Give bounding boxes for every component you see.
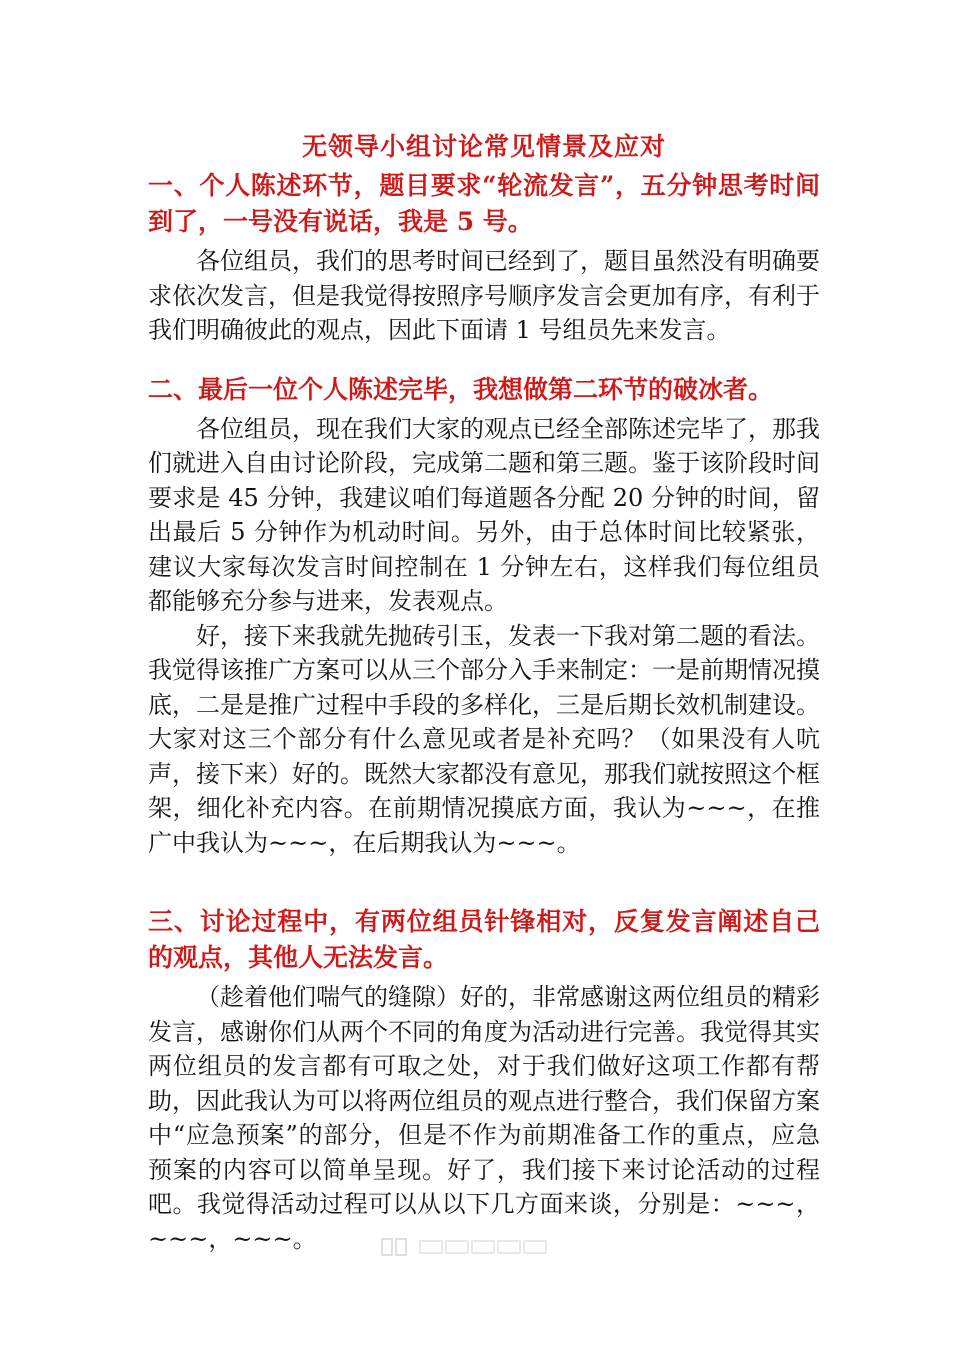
document-page (148, 128, 820, 1256)
section-1 (148, 168, 820, 348)
section-paragraph: 好，接下来我就先抛砖引玉，发表一下我对第二题的看法。我觉得该推广方案可以从三个部分入手来制定：一是前期情况摸底，二是是推广过程中手段的多样化，三是后期长效机制建设。大家对这三个部分有什么意见或者是补充吗？（如果没有人吭声，接下来）好的。既然大家都没有意见，那我们就按照这个框架，细化补充内容。在前期情况摸底方面，我认为~~~，在推广中我认为~~~，在后期我认为~~~。 (148, 621, 820, 857)
section-heading: 一、个人陈述环节，题目要求“轮流发言”，五分钟思考时间到了，一号没有说话，我是 5 号。 (148, 171, 820, 236)
spacer (148, 860, 820, 904)
watermark-icon (380, 1236, 580, 1258)
section-heading: 三、讨论过程中，有两位组员针锋相对，反复发言阐述自己的观点，其他人无法发言。 (148, 907, 820, 972)
section-2 (148, 372, 820, 861)
section-heading: 二、最后一位个人陈述完毕，我想做第二环节的破冰者。 (148, 374, 774, 404)
section-3 (148, 904, 820, 1256)
section-paragraph: （趁着他们喘气的缝隙）好的，非常感谢这两位组员的精彩发言，感谢你们从两个不同的角度为活动进行完善。我觉得其实两位组员的发言都有可取之处，对于我们做好这项工作都有帮助，因此我认为可以将两位组员的观点进行整合，我们保留方案中“应急预案”的部分，但是不作为前期准备工作的重点，应急预案的内容可以简单呈现。好了，我们接下来讨论活动的过程吧。我觉得活动过程可以从以下几方面来谈，分别是：~~~，~~~，~~~。 (148, 983, 820, 1253)
section-paragraph: 各位组员，我们的思考时间已经到了，题目虽然没有明确要求依次发言，但是我觉得按照序号顺序发言会更加有序，有利于我们明确彼此的观点，因此下面请 1 号组员先来发言。 (148, 247, 820, 344)
spacer (148, 348, 820, 372)
document-title: 无领导小组讨论常见情景及应对 (301, 132, 666, 161)
section-paragraph: 各位组员，现在我们大家的观点已经全部陈述完毕了，那我们就进入自由讨论阶段，完成第二题和第三题。鉴于该阶段时间要求是 45 分钟，我建议咱们每道题各分配 20 分钟的时间，留出最后 5 分钟作为机动时间。另外，由于总体时间比较紧张，建议大家每次发言时间控制在 1 分钟左右，这样我们每位组员都能够充分参与进来，发表观点。 (148, 414, 820, 615)
